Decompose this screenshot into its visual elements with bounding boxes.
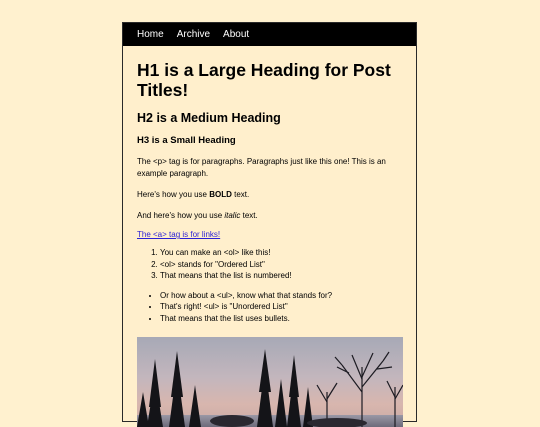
paragraph-italic <box>137 210 402 222</box>
post-content <box>123 60 416 427</box>
medium-heading: H2 is a Medium Heading <box>137 111 281 125</box>
bold-prefix: Here's how you use <box>137 190 210 199</box>
paragraph-example: The <p> tag is for paragraphs. Paragraphs just like this one! This is an example paragraph. <box>137 157 386 178</box>
bold-suffix: text. <box>231 190 250 199</box>
example-link[interactable]: The <a> tag is for links! <box>137 230 221 239</box>
ordered-list-item: 1. You can make an <ol> like this! <box>160 247 402 259</box>
italic-suffix: text. <box>240 211 258 220</box>
unordered-list-item: • Or how about a <ul>, know what that stands for? <box>160 290 402 302</box>
ordered-list-item: 2. <ol> stands for "Ordered List" <box>160 259 402 271</box>
italic-prefix: And here's how you use <box>137 211 225 220</box>
unordered-list-item: • That means that the list uses bullets. <box>160 313 402 325</box>
paragraph-bold <box>137 189 402 201</box>
bold-word: BOLD <box>209 190 232 199</box>
post-title: H1 is a Large Heading for Post Titles! <box>137 60 391 100</box>
unordered-list-item: • That's right! <ul> is "Unordered List" <box>160 301 402 313</box>
unordered-list <box>137 290 402 325</box>
ordered-list-item: 3. That means that the list is numbered! <box>160 270 402 282</box>
small-heading: H3 is a Small Heading <box>137 135 236 146</box>
page-container <box>122 22 417 422</box>
post-photo <box>137 337 403 427</box>
paragraph-link <box>137 229 402 241</box>
top-nav <box>123 23 416 46</box>
nav-archive-link[interactable]: Archive <box>176 29 211 40</box>
winter-trees-photo <box>137 337 403 427</box>
italic-word: italic <box>224 211 241 220</box>
ordered-list <box>137 247 402 282</box>
nav-about-link[interactable]: About <box>223 29 250 40</box>
nav-home-link[interactable]: Home <box>137 29 164 40</box>
